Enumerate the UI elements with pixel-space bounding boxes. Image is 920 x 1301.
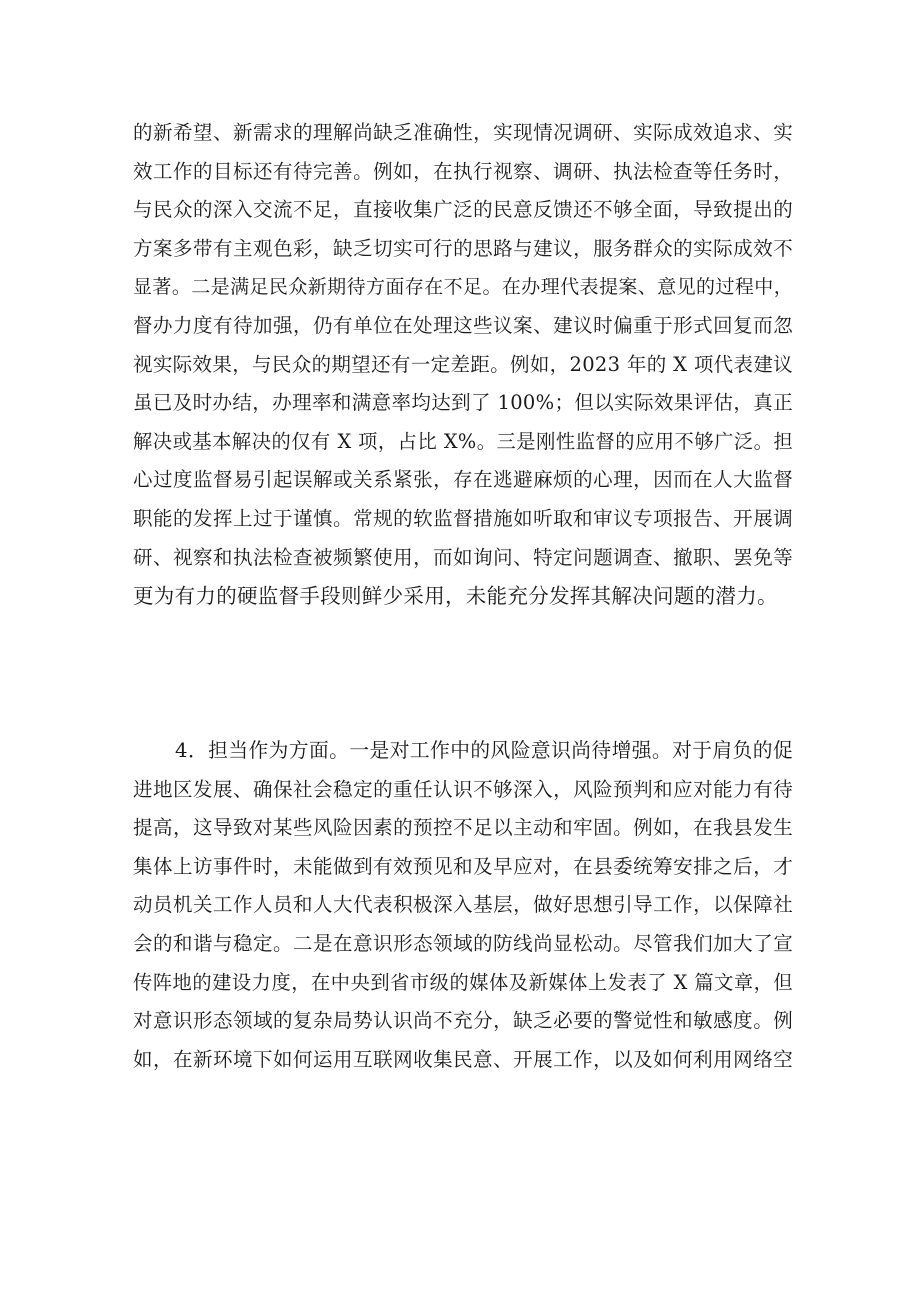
text-line: 解决或基本解决的仅有 X 项，占比 X%。三是刚性监督的应用不够广泛。担 xyxy=(133,429,793,453)
text-line: 职能的发挥上过于谨慎。常规的软监督措施如听取和审议专项报告、开展调 xyxy=(133,506,793,530)
text-line: 更为有力的硬监督手段则鲜少采用，未能充分发挥其解决问题的潜力。 xyxy=(133,584,778,609)
text-line: 督办力度有待加强，仍有单位在处理这些议案、建议时偏重于形式回复而忽 xyxy=(133,313,793,337)
text-line: 方案多带有主观色彩，缺乏切实可行的思路与建议，服务群众的实际成效不 xyxy=(133,236,793,260)
paragraph-responsibility xyxy=(133,732,793,1079)
text-line: 心过度监督易引起误解或关系紧张，存在逃避麻烦的心理，因而在人大监督 xyxy=(133,468,793,492)
text-line: 传阵地的建设力度，在中央到省市级的媒体及新媒体上发表了 X 篇文章，但 xyxy=(133,970,793,994)
text-line: 研、视察和执法检查被频繁使用，而如询问、特定问题调查、撤职、罢免等 xyxy=(133,545,793,569)
text-line: 虽已及时办结，办理率和满意率均达到了 100%；但以实际效果评估，真正 xyxy=(133,391,793,415)
text-line: 动员机关工作人员和人大代表积极深入基层，做好思想引导工作，以保障社 xyxy=(133,893,793,917)
text-line: 进地区发展、确保社会稳定的重任认识不够深入，风险预判和应对能力有待 xyxy=(133,777,793,801)
text-line: 如，在新环境下如何运用互联网收集民意、开展工作，以及如何利用网络空 xyxy=(133,1047,793,1071)
text-line: 的新希望、新需求的理解尚缺乏准确性，实现情况调研、实际成效追求、实 xyxy=(133,121,793,144)
text-line: 4．担当作为方面。一是对工作中的风险意识尚待增强。对于肩负的促 xyxy=(175,739,793,762)
paragraph-supervision xyxy=(133,114,793,616)
text-line: 显著。二是满足民众新期待方面存在不足。在办理代表提案、意见的过程中， xyxy=(133,276,793,299)
text-line: 会的和谐与稳定。二是在意识形态领域的防线尚显松动。尽管我们加大了宣 xyxy=(133,931,793,955)
text-line: 集体上访事件时，未能做到有效预见和及早应对，在县委统筹安排之后，才 xyxy=(133,854,793,878)
text-line: 对意识形态领域的复杂局势认识尚不充分，缺乏必要的警觉性和敏感度。例 xyxy=(133,1009,793,1033)
text-line: 与民众的深入交流不足，直接收集广泛的民意反馈还不够全面，导致提出的 xyxy=(133,198,793,222)
text-line: 视实际效果，与民众的期望还有一定差距。例如，2023 年的 X 项代表建议 xyxy=(133,352,793,376)
text-line: 提高，这导致对某些风险因素的预控不足以主动和牢固。例如，在我县发生 xyxy=(133,816,793,840)
text-line: 效工作的目标还有待完善。例如，在执行视察、调研、执法检查等任务时， xyxy=(133,159,793,183)
